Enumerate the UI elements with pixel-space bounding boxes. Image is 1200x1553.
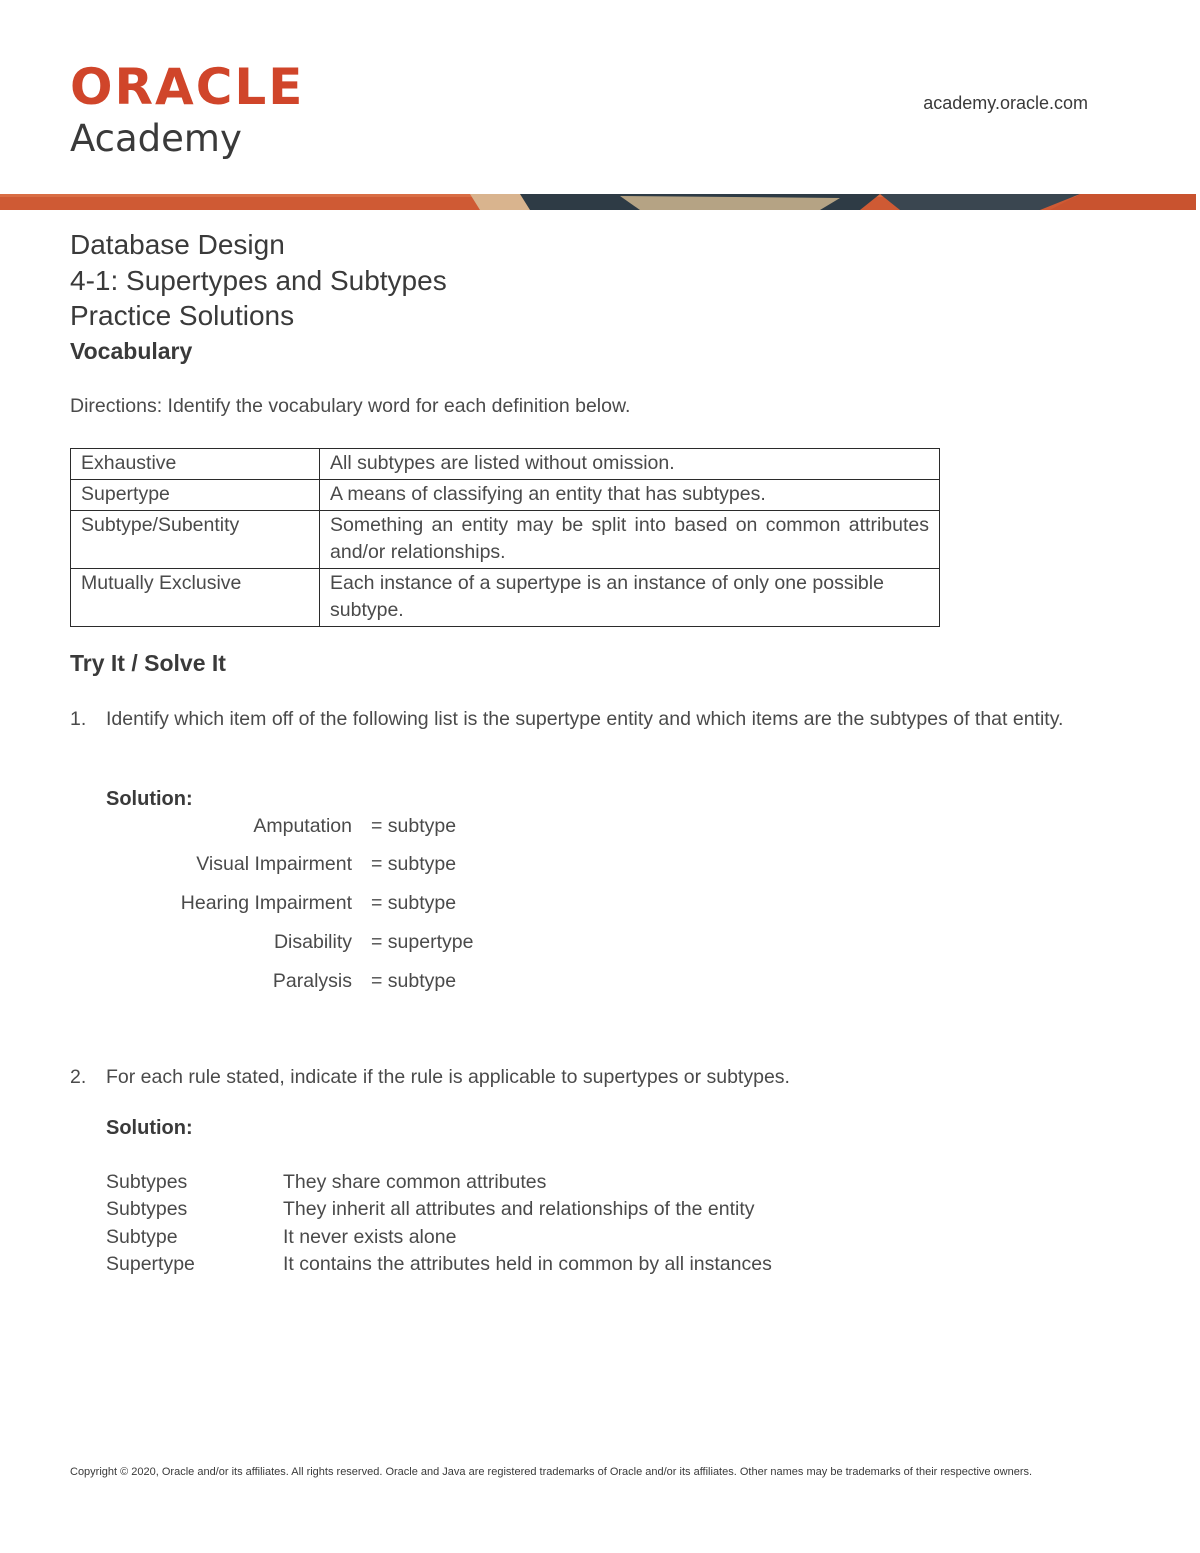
question-number: 1. — [70, 708, 87, 730]
lesson-title: 4-1: Supertypes and Subtypes — [70, 265, 447, 296]
try-it-heading: Try It / Solve It — [70, 650, 226, 676]
rule-kind: Supertype — [106, 1253, 195, 1275]
vocab-term: Mutually Exclusive — [71, 569, 320, 627]
table-row — [71, 449, 940, 480]
table-row — [71, 511, 940, 569]
answer-value: = subtype — [371, 970, 457, 992]
oracle-logo: ORACLE — [70, 58, 305, 116]
decorative-banner — [0, 194, 1200, 210]
rule-text: It contains the attributes held in common by all instances — [283, 1253, 772, 1275]
vocab-definition: Each instance of a supertype is an instance of only one possible subtype. — [320, 569, 940, 627]
copyright-notice: Copyright © 2020, Oracle and/or its affiliates. All rights reserved. Oracle and Java are registered trademarks of Oracle and/or its affiliates. Other names may be trademarks of their respective owners. — [70, 1466, 1033, 1478]
answer-value: = subtype — [371, 815, 457, 837]
site-url[interactable]: academy.oracle.com — [923, 93, 1088, 113]
solution-label: Solution: — [106, 788, 193, 810]
table-row — [71, 480, 940, 511]
question-text: Identify which item off of the following list is the supertype entity and which items are the subtypes of that entity. — [106, 708, 1064, 730]
directions-text: Directions: Identify the vocabulary word for each definition below. — [70, 395, 631, 417]
vocabulary-table — [70, 448, 940, 627]
question-text: For each rule stated, indicate if the rule is applicable to supertypes or subtypes. — [106, 1066, 790, 1088]
table-row — [71, 569, 940, 627]
rule-text: It never exists alone — [283, 1226, 457, 1248]
question-number: 2. — [70, 1066, 87, 1088]
answer-value: = subtype — [371, 853, 457, 875]
answer-term: Paralysis — [272, 970, 352, 992]
answer-term: Amputation — [253, 815, 352, 837]
rule-text: They inherit all attributes and relationships of the entity — [283, 1198, 755, 1220]
vocab-definition: Something an entity may be split into based on common attributes and/or relationships. — [320, 511, 940, 569]
answer-value: = supertype — [371, 931, 474, 953]
solution-label: Solution: — [106, 1117, 193, 1139]
rule-kind: Subtype — [106, 1226, 178, 1248]
answer-value: = subtype — [371, 892, 457, 914]
document-kind: Practice Solutions — [70, 300, 295, 331]
rule-kind: Subtypes — [106, 1198, 188, 1220]
vocab-term: Exhaustive — [71, 449, 320, 480]
course-title: Database Design — [70, 229, 285, 260]
academy-logo-text: Academy — [70, 117, 242, 160]
vocab-term: Subtype/Subentity — [71, 511, 320, 569]
vocabulary-heading: Vocabulary — [70, 338, 193, 364]
vocab-definition: A means of classifying an entity that has subtypes. — [320, 480, 940, 511]
answer-term: Visual Impairment — [196, 853, 352, 875]
rule-kind: Subtypes — [106, 1171, 188, 1193]
answer-term: Disability — [273, 931, 352, 953]
rule-text: They share common attributes — [283, 1171, 547, 1193]
vocab-definition: All subtypes are listed without omission. — [320, 449, 940, 480]
answer-term: Hearing Impairment — [180, 892, 352, 914]
vocab-term: Supertype — [71, 480, 320, 511]
